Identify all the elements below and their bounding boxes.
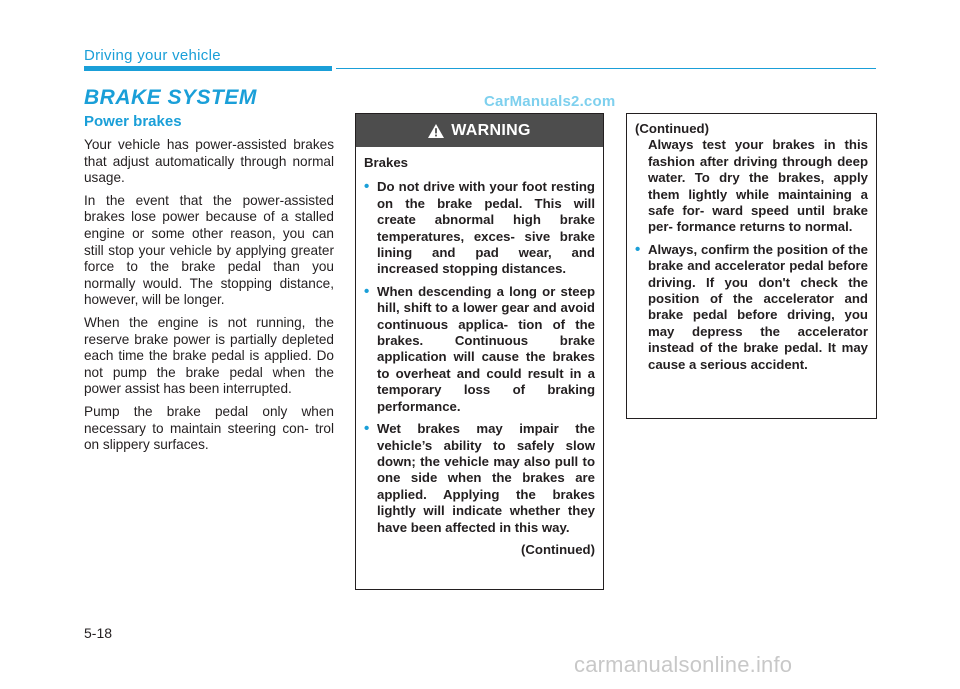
warning-bullet: [364, 284, 595, 415]
subsection-title: Power brakes: [84, 113, 182, 130]
warning-bullet: [364, 179, 595, 277]
warning-subheading: Brakes: [364, 155, 408, 170]
warning-heading: WARNING: [451, 121, 531, 139]
bullet-dot-icon: •: [364, 178, 370, 196]
bullet-dot-icon: •: [364, 420, 370, 438]
warning-triangle-icon: [428, 124, 444, 138]
continued-box: [626, 113, 877, 419]
continued-bullet-text: Always, confirm the position of the brake and accelerator pedal before driving. If you don't check the position of the accelerator and brake pedal before driving, you may depress the accelerator instead of the brake pedal. It may cause a serious accident.: [648, 241, 868, 372]
bullet-dot-icon: •: [364, 282, 370, 300]
warning-bullet: [364, 421, 595, 536]
continued-bullet: [635, 242, 868, 373]
body-paragraph: In the event that the power-assisted brakes lose power because of a stalled engine or some other reason, you can still stop your vehicle by applying greater force to the brake pedal than you normally would. The stopping distance, however, will be longer.: [84, 192, 334, 308]
body-paragraph: Your vehicle has power-assisted brakes that adjust automatically through normal usage.: [84, 137, 334, 186]
header-bar-thin: [336, 68, 876, 69]
page-number: 5-18: [84, 625, 113, 641]
continued-heading: (Continued): [635, 121, 709, 136]
section-title: BRAKE SYSTEM: [84, 86, 257, 109]
section-label: Driving your vehicle: [84, 47, 221, 64]
watermark-bottom: carmanualsonline.info: [574, 652, 793, 677]
warning-continued: (Continued): [521, 541, 595, 557]
warning-header: [356, 114, 603, 147]
warning-box: [355, 113, 604, 590]
continued-indent-text: Always test your brakes in this fashion after driving through deep water. To dry the brakes, apply them lightly while maintaining a safe for- ward speed until brake per- formance returns to normal.: [648, 137, 868, 235]
warning-bullet-text: When descending a long or steep hill, shift to a lower gear and avoid continuous applica- tion of the brakes. Continuous brake application will cause the brakes to overheat and could result in a temporary loss of braking performance.: [377, 283, 595, 414]
body-column: [84, 137, 334, 460]
bullet-dot-icon: •: [635, 240, 641, 258]
watermark-top: CarManuals2.com: [484, 93, 616, 110]
body-paragraph: When the engine is not running, the reserve brake power is partially depleted each time the brake pedal is applied. Do not pump the brake pedal when the power assist has been interrupted.: [84, 314, 334, 397]
warning-bullet-text: Do not drive with your foot resting on the brake pedal. This will create abnormal high brake temperatures, exces- sive brake lining and pad wear, and increased stopping distances.: [377, 179, 595, 277]
warning-bullet-text: Wet brakes may impair the vehicle’s ability to safely slow down; the vehicle may also pull to one side when the brakes are applied. Applying the brakes lightly will indicate whether they have been affected in this way.: [377, 421, 595, 535]
warning-body: [356, 147, 603, 558]
body-paragraph: Pump the brake pedal only when necessary to maintain steering con- trol on slippery surfaces.: [84, 403, 334, 453]
header-bar-thick: [84, 66, 332, 71]
